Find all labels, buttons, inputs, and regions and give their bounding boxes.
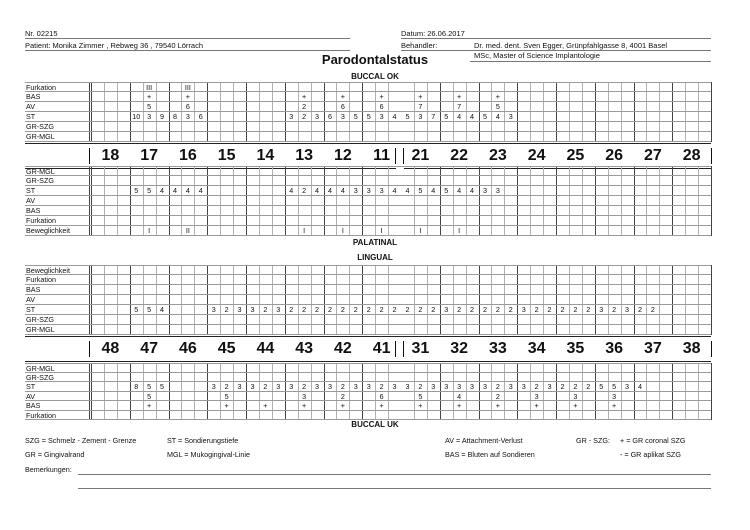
measurement-cell[interactable]: 3 (340, 112, 345, 121)
measurement-cell[interactable]: III (146, 83, 153, 92)
measurement-cell[interactable]: 2 (560, 382, 565, 391)
measurement-cell[interactable]: 5 (134, 305, 139, 314)
measurement-cell[interactable]: 3 (289, 112, 294, 121)
grid-row (25, 186, 711, 196)
measurement-cell[interactable]: 3 (625, 305, 630, 314)
measurement-cell[interactable]: 2 (392, 305, 397, 314)
grid-row (25, 325, 711, 335)
tooth-number-band (25, 336, 711, 362)
tooth-number[interactable]: 43 (295, 340, 314, 357)
measurement-cell[interactable]: + (147, 401, 152, 410)
grid-row (25, 226, 711, 236)
tooth-number[interactable]: 41 (372, 340, 391, 357)
measurement-cell[interactable]: 4 (470, 112, 475, 121)
measurement-cell[interactable]: + (418, 92, 423, 101)
measurement-cell[interactable]: 7 (431, 112, 436, 121)
measurement-cell[interactable]: 3 (521, 382, 526, 391)
measurement-cell[interactable]: 2 (547, 305, 552, 314)
quadrant-separator (711, 148, 712, 164)
measurement-cell[interactable]: + (263, 401, 268, 410)
header-rule (25, 38, 350, 39)
measurement-cell[interactable]: + (457, 401, 462, 410)
measurement-cell[interactable]: II (185, 226, 190, 235)
grid-row (25, 315, 711, 325)
tooth-number[interactable]: 31 (411, 340, 430, 357)
tooth-number[interactable]: 34 (527, 340, 546, 357)
upper-palatinal-grid (25, 166, 711, 236)
dentist-title: MSc, Master of Science Implantologie (474, 51, 600, 60)
measurement-cell[interactable]: 2 (379, 382, 384, 391)
remarks-line[interactable] (78, 488, 711, 489)
measurement-cell[interactable]: 6 (198, 112, 203, 121)
row-label: AV (26, 196, 36, 205)
legend-mgl: MGL = Mukogingival-Linie (167, 450, 251, 459)
tooth-number[interactable]: 37 (643, 340, 662, 357)
measurement-cell[interactable]: 5 (224, 391, 229, 401)
measurement-cell[interactable]: 4 (315, 186, 320, 195)
grid-row (25, 382, 711, 392)
header-rule (25, 50, 350, 51)
measurement-cell[interactable]: 3 (495, 186, 500, 195)
tooth-number[interactable]: 42 (333, 340, 352, 357)
row-label: GR-SZG (26, 176, 54, 185)
measurement-cell[interactable]: 3 (508, 382, 513, 391)
measurement-cell[interactable]: 5 (147, 186, 152, 195)
measurement-cell[interactable]: + (573, 401, 578, 410)
measurement-cell[interactable]: 3 (444, 382, 449, 391)
quadrant-separator (403, 148, 404, 164)
tooth-number[interactable]: 23 (488, 147, 507, 164)
measurement-cell[interactable]: 3 (237, 305, 242, 314)
measurement-cell[interactable]: 4 (392, 186, 397, 195)
measurement-cell[interactable]: 2 (508, 305, 513, 314)
grid-row (25, 82, 711, 92)
row-label: AV (26, 391, 36, 401)
measurement-cell[interactable]: 3 (276, 305, 281, 314)
row-label: GR-MGL (26, 325, 55, 334)
measurement-cell[interactable]: 3 (250, 305, 255, 314)
measurement-cell[interactable]: 3 (250, 382, 255, 391)
header-rule (401, 50, 711, 51)
page-title: Parodontalstatus (321, 52, 429, 67)
measurement-cell[interactable]: 2 (315, 305, 320, 314)
measurement-cell[interactable]: 5 (147, 102, 152, 111)
measurement-cell[interactable]: + (147, 92, 152, 101)
row-label: GR-SZG (26, 315, 54, 324)
upper-buccal-grid (25, 82, 711, 144)
measurement-cell[interactable]: + (534, 401, 539, 410)
measurement-cell[interactable]: 2 (263, 305, 268, 314)
measurement-cell[interactable]: 3 (457, 382, 462, 391)
measurement-cell[interactable]: 3 (327, 382, 332, 391)
measurement-cell[interactable]: 8 (172, 112, 177, 121)
measurement-cell[interactable]: 3 (573, 391, 578, 401)
grid-divider (711, 166, 712, 236)
legend-bas: BAS = Bluten auf Sondieren (445, 450, 535, 459)
measurement-cell[interactable]: 3 (599, 305, 604, 314)
measurement-cell[interactable]: 3 (431, 382, 436, 391)
lower-lingual-grid (25, 265, 711, 335)
measurement-cell[interactable]: 5 (444, 186, 449, 195)
measurement-cell[interactable]: 3 (211, 382, 216, 391)
measurement-cell[interactable]: 4 (457, 186, 462, 195)
measurement-cell[interactable]: 2 (457, 305, 462, 314)
measurement-cell[interactable]: 5 (147, 391, 152, 401)
tooth-number[interactable]: 46 (178, 340, 197, 357)
lower-tooth-numbers (25, 335, 711, 363)
measurement-cell[interactable]: 3 (237, 382, 242, 391)
caption-buccal-ok: BUCCAL OK (351, 72, 399, 81)
grid-row (25, 122, 711, 132)
legend-plus: + = GR coronal SZG (620, 436, 686, 445)
exam-date: Datum: 26.06.2017 (401, 29, 465, 38)
measurement-cell[interactable]: 4 (431, 186, 436, 195)
measurement-cell[interactable]: 6 (327, 112, 332, 121)
measurement-cell[interactable]: 7 (457, 102, 462, 111)
dentist-name: Dr. med. dent. Sven Egger, Grünpfahlgasse 8, 4001 Basel (474, 41, 668, 50)
measurement-cell[interactable]: 2 (573, 305, 578, 314)
measurement-cell[interactable]: 5 (482, 112, 487, 121)
measurement-cell[interactable]: + (302, 401, 307, 410)
row-label: BAS (26, 401, 41, 410)
tooth-number[interactable]: 27 (643, 147, 662, 164)
grid-row (25, 295, 711, 305)
measurement-cell[interactable]: 2 (470, 305, 475, 314)
measurement-cell[interactable]: 2 (495, 305, 500, 314)
row-label: Beweglichkeit (26, 266, 70, 275)
measurement-cell[interactable]: 4 (470, 186, 475, 195)
measurement-cell[interactable]: I (458, 226, 461, 235)
measurement-cell[interactable]: 2 (327, 305, 332, 314)
row-label: GR-SZG (26, 122, 54, 131)
measurement-cell[interactable]: I (341, 226, 344, 235)
measurement-cell[interactable]: 2 (366, 305, 371, 314)
measurement-cell[interactable]: 2 (302, 112, 307, 121)
measurement-cell[interactable]: 3 (379, 186, 384, 195)
tooth-number[interactable]: 18 (101, 147, 120, 164)
dentist-label: Behandler: (401, 41, 438, 50)
quadrant-separator (89, 341, 90, 357)
row-label: GR-SZG (26, 372, 54, 382)
tooth-number[interactable]: 24 (527, 147, 546, 164)
measurement-cell[interactable]: 4 (289, 186, 294, 195)
measurement-cell[interactable]: 4 (340, 186, 345, 195)
measurement-cell[interactable]: 4 (637, 382, 642, 391)
measurement-cell[interactable]: 3 (482, 382, 487, 391)
record-number: Nr. 02215 (25, 29, 58, 38)
measurement-cell[interactable]: 2 (534, 305, 539, 314)
measurement-cell[interactable]: 5 (160, 382, 165, 391)
measurement-cell[interactable]: 4 (392, 112, 397, 121)
grid-row (25, 132, 711, 142)
grid-row (25, 401, 711, 411)
measurement-cell[interactable]: 7 (418, 102, 423, 111)
grid-row (25, 275, 711, 285)
measurement-cell[interactable]: 2 (224, 305, 229, 314)
grid-row (25, 216, 711, 226)
tooth-number[interactable]: 25 (566, 147, 585, 164)
grid-row (25, 196, 711, 206)
measurement-cell[interactable]: 3 (211, 305, 216, 314)
legend-gr-szg: GR - SZG: (576, 436, 610, 445)
grid-row (25, 392, 711, 402)
grid-row (25, 92, 711, 102)
measurement-cell[interactable]: I (148, 226, 151, 235)
measurement-cell[interactable]: 5 (353, 112, 358, 121)
measurement-cell[interactable]: + (224, 401, 229, 410)
measurement-cell[interactable]: 4 (185, 186, 190, 195)
grid-row (25, 285, 711, 295)
row-label: ST (26, 305, 36, 314)
remarks-label: Bemerkungen: (25, 465, 72, 474)
tooth-number[interactable]: 15 (217, 147, 236, 164)
measurement-cell[interactable]: 5 (366, 112, 371, 121)
measurement-cell[interactable]: 2 (495, 382, 500, 391)
measurement-cell[interactable]: 2 (302, 102, 307, 111)
tooth-number[interactable]: 44 (256, 340, 275, 357)
measurement-cell[interactable]: 10 (132, 112, 141, 121)
measurement-cell[interactable]: 3 (185, 112, 190, 121)
measurement-cell[interactable]: 2 (340, 391, 345, 401)
tooth-number[interactable]: 32 (450, 340, 469, 357)
measurement-cell[interactable]: + (302, 92, 307, 101)
tooth-number[interactable]: 48 (101, 340, 120, 357)
measurement-cell[interactable]: 2 (637, 305, 642, 314)
measurement-cell[interactable]: 2 (379, 305, 384, 314)
measurement-cell[interactable]: 4 (198, 186, 203, 195)
measurement-cell[interactable]: 3 (508, 112, 513, 121)
quadrant-separator (395, 148, 396, 164)
measurement-cell[interactable]: 6 (340, 102, 345, 111)
caption-lingual: LINGUAL (357, 253, 393, 262)
measurement-cell[interactable]: 2 (302, 186, 307, 195)
measurement-cell[interactable]: 2 (560, 305, 565, 314)
row-label: Furkation (26, 216, 56, 225)
row-label: ST (26, 186, 36, 195)
measurement-cell[interactable]: 2 (353, 305, 358, 314)
quadrant-separator (89, 148, 90, 164)
row-label: Beweglichkeit (26, 226, 70, 235)
tooth-number[interactable]: 38 (682, 340, 701, 357)
grid-row (25, 102, 711, 112)
grid-row (25, 265, 711, 275)
measurement-cell[interactable]: 5 (405, 112, 410, 121)
measurement-cell[interactable]: 3 (147, 112, 152, 121)
measurement-cell[interactable]: 4 (457, 391, 462, 401)
measurement-cell[interactable]: I (419, 226, 422, 235)
measurement-cell[interactable]: 5 (147, 382, 152, 391)
grid-row (25, 166, 711, 176)
measurement-cell[interactable]: 8 (134, 382, 139, 391)
measurement-cell[interactable]: I (380, 226, 383, 235)
grid-row (25, 112, 711, 122)
grid-row (25, 206, 711, 216)
measurement-cell[interactable]: I (303, 226, 306, 235)
grid-divider (711, 363, 712, 420)
measurement-cell[interactable]: 2 (289, 305, 294, 314)
measurement-cell[interactable]: 2 (340, 305, 345, 314)
measurement-cell[interactable]: 2 (612, 305, 617, 314)
row-label: GR-MGL (26, 132, 55, 141)
grid-divider (711, 82, 712, 142)
row-label: AV (26, 295, 36, 304)
patient-info: Patient: Monika Zimmer , Rebweg 36 , 79540 Lörrach (25, 41, 204, 50)
measurement-cell[interactable]: 4 (327, 186, 332, 195)
grid-row (25, 373, 711, 383)
lower-buccal-grid (25, 363, 711, 419)
measurement-cell[interactable]: 5 (418, 391, 423, 401)
measurement-cell[interactable]: 2 (495, 391, 500, 401)
measurement-cell[interactable]: 2 (431, 305, 436, 314)
measurement-cell[interactable]: 2 (650, 305, 655, 314)
row-label: Furkation (26, 410, 56, 420)
tooth-number[interactable]: 11 (373, 147, 391, 164)
measurement-cell[interactable]: 2 (534, 382, 539, 391)
measurement-cell[interactable]: 3 (353, 186, 358, 195)
measurement-cell[interactable]: 2 (302, 382, 307, 391)
measurement-cell[interactable]: 3 (276, 382, 281, 391)
measurement-cell[interactable]: 4 (495, 112, 500, 121)
legend-av: AV = Attachment-Verlust (445, 436, 523, 445)
measurement-cell[interactable]: + (495, 92, 500, 101)
measurement-cell[interactable]: 4 (160, 305, 165, 314)
measurement-cell[interactable]: 3 (392, 382, 397, 391)
legend-gr: GR = Gingivalrand (25, 450, 85, 459)
tooth-number[interactable]: 28 (682, 147, 701, 164)
measurement-cell[interactable]: 3 (612, 391, 617, 401)
measurement-cell[interactable]: 2 (405, 305, 410, 314)
tooth-number[interactable]: 45 (217, 340, 236, 357)
measurement-cell[interactable]: 3 (625, 382, 630, 391)
measurement-cell[interactable]: III (184, 83, 191, 92)
legend-minus: - = GR aplikat SZG (620, 450, 681, 459)
grid-row (25, 176, 711, 186)
measurement-cell[interactable]: 6 (379, 391, 384, 401)
row-label: BAS (26, 285, 41, 294)
tooth-number[interactable]: 35 (566, 340, 585, 357)
grid-divider (711, 265, 712, 335)
row-label: GR-MGL (26, 364, 55, 373)
tooth-number[interactable]: 13 (295, 147, 314, 164)
caption-palatinal: PALATINAL (352, 238, 398, 247)
measurement-cell[interactable]: 4 (172, 186, 177, 195)
measurement-cell[interactable]: + (340, 401, 345, 410)
measurement-cell[interactable]: 6 (379, 102, 384, 111)
tooth-number[interactable]: 26 (605, 147, 624, 164)
legend-st: ST = Sondierungstiefe (167, 436, 239, 445)
measurement-cell[interactable]: 5 (495, 102, 500, 111)
quadrant-separator (403, 341, 404, 357)
measurement-cell[interactable]: 2 (340, 382, 345, 391)
row-label: ST (26, 112, 36, 121)
tooth-number[interactable]: 47 (140, 340, 159, 357)
measurement-cell[interactable]: 9 (160, 112, 165, 121)
measurement-cell[interactable]: + (340, 92, 345, 101)
legend-szg: SZG = Schmelz - Zement - Grenze (25, 436, 137, 445)
measurement-cell[interactable]: + (418, 401, 423, 410)
measurement-cell[interactable]: 5 (418, 186, 423, 195)
measurement-cell[interactable]: 3 (534, 391, 539, 401)
measurement-cell[interactable]: 5 (599, 382, 604, 391)
measurement-cell[interactable]: 5 (612, 382, 617, 391)
tooth-number[interactable]: 33 (488, 340, 507, 357)
measurement-cell[interactable]: 3 (366, 186, 371, 195)
measurement-cell[interactable]: 3 (444, 305, 449, 314)
tooth-number[interactable]: 21 (411, 147, 430, 164)
row-label: GR-MGL (26, 167, 55, 176)
tooth-number[interactable]: 14 (256, 147, 275, 164)
measurement-cell[interactable]: 3 (302, 391, 307, 401)
measurement-cell[interactable]: + (379, 401, 384, 410)
measurement-cell[interactable]: 5 (147, 305, 152, 314)
caption-buccal-uk: BUCCAL UK (351, 420, 399, 429)
measurement-cell[interactable]: 3 (366, 382, 371, 391)
measurement-cell[interactable]: 3 (521, 305, 526, 314)
measurement-cell[interactable]: 3 (470, 382, 475, 391)
quadrant-separator (711, 341, 712, 357)
measurement-cell[interactable]: 2 (418, 382, 423, 391)
measurement-cell[interactable]: + (379, 92, 384, 101)
measurement-cell[interactable]: 5 (134, 186, 139, 195)
measurement-cell[interactable]: 3 (353, 382, 358, 391)
row-label: Furkation (26, 83, 56, 92)
quadrant-separator (395, 341, 396, 357)
measurement-cell[interactable]: 4 (160, 186, 165, 195)
measurement-cell[interactable]: 3 (547, 382, 552, 391)
grid-row (25, 363, 711, 373)
remarks-line[interactable] (78, 474, 711, 475)
measurement-cell[interactable]: 2 (586, 382, 591, 391)
measurement-cell[interactable]: 2 (482, 305, 487, 314)
measurement-cell[interactable]: 2 (573, 382, 578, 391)
header-rule (401, 38, 711, 39)
measurement-cell[interactable]: + (612, 401, 617, 410)
measurement-cell[interactable]: 2 (586, 305, 591, 314)
grid-row (25, 411, 711, 421)
tooth-number[interactable]: 17 (140, 147, 159, 164)
row-label: AV (26, 102, 36, 111)
measurement-cell[interactable]: 4 (405, 186, 410, 195)
measurement-cell[interactable]: 2 (302, 305, 307, 314)
measurement-cell[interactable]: 3 (405, 382, 410, 391)
tooth-number[interactable]: 36 (605, 340, 624, 357)
measurement-cell[interactable]: + (495, 401, 500, 410)
measurement-cell[interactable]: 3 (379, 112, 384, 121)
measurement-cell[interactable]: 3 (315, 112, 320, 121)
row-label: ST (26, 382, 36, 391)
row-label: BAS (26, 92, 41, 101)
measurement-cell[interactable]: 2 (224, 382, 229, 391)
row-label: Furkation (26, 275, 56, 284)
measurement-cell[interactable]: 3 (315, 382, 320, 391)
measurement-cell[interactable]: 2 (418, 305, 423, 314)
measurement-cell[interactable]: 6 (185, 102, 190, 111)
measurement-cell[interactable]: + (185, 92, 190, 101)
row-label: BAS (26, 206, 41, 215)
measurement-cell[interactable]: 3 (418, 112, 423, 121)
measurement-cell[interactable]: 2 (263, 382, 268, 391)
measurement-cell[interactable]: 4 (457, 112, 462, 121)
measurement-cell[interactable]: 5 (444, 112, 449, 121)
measurement-cell[interactable]: + (457, 92, 462, 101)
measurement-cell[interactable]: 3 (482, 186, 487, 195)
tooth-number[interactable]: 12 (333, 147, 352, 164)
tooth-number[interactable]: 22 (450, 147, 469, 164)
measurement-cell[interactable]: 3 (289, 382, 294, 391)
grid-row (25, 305, 711, 315)
tooth-number[interactable]: 16 (178, 147, 197, 164)
